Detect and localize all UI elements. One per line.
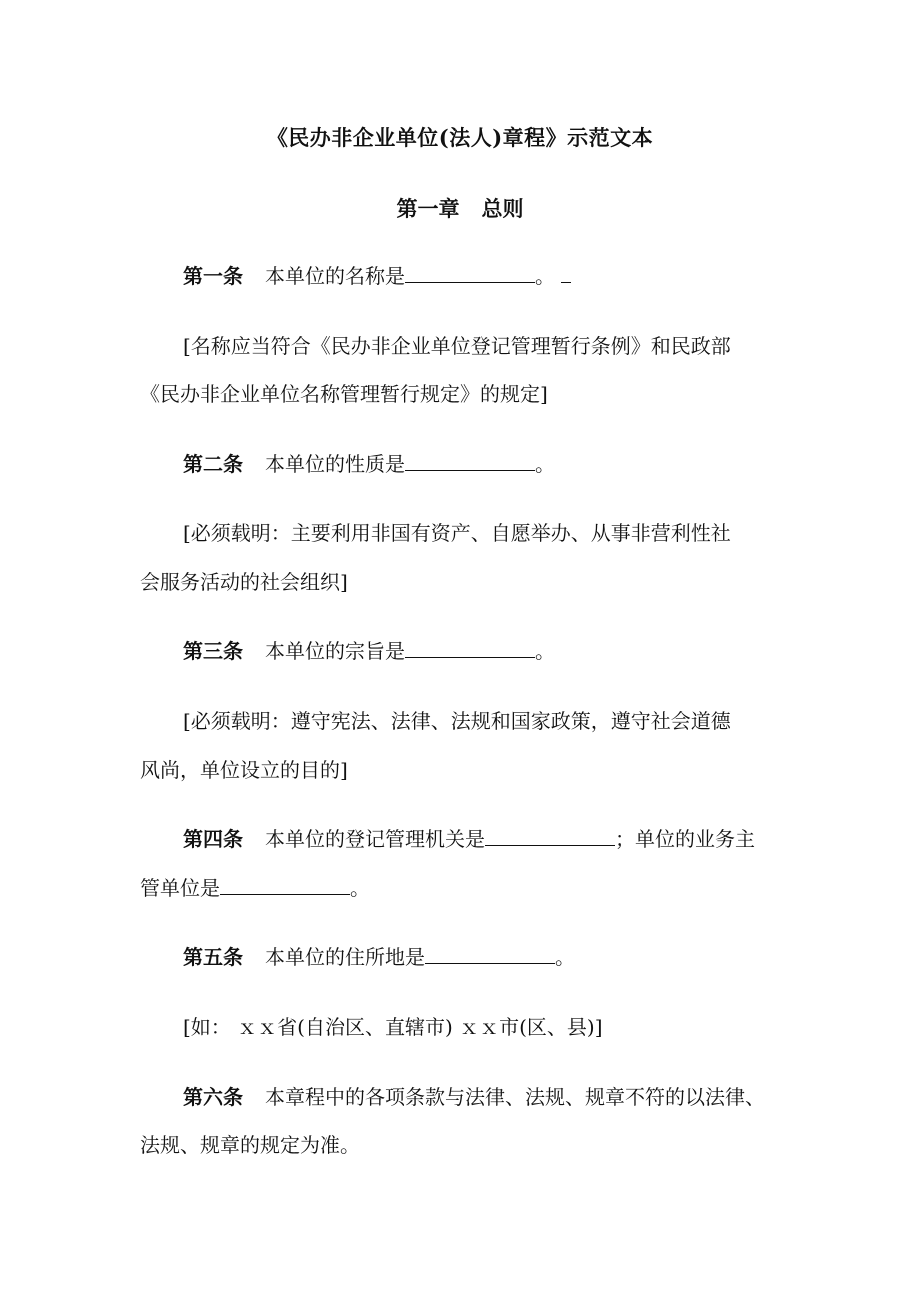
article-4-text-mid: ；单位的业务主 bbox=[615, 827, 755, 851]
article-2-text: 本单位的性质是 bbox=[265, 452, 405, 476]
article-3-label: 第三条 bbox=[183, 639, 243, 663]
article-3-text: 本单位的宗旨是 bbox=[265, 639, 405, 663]
note-3-line-2: 风尚，单位设立的目的] bbox=[140, 758, 348, 782]
article-5-text: 本单位的住所地是 bbox=[265, 945, 425, 969]
article-4-line-2 bbox=[140, 874, 370, 902]
article-3-end: 。 bbox=[535, 639, 555, 663]
note-3-line-1: [必须载明：遵守宪法、法律、法规和国家政策，遵守社会道德 bbox=[183, 709, 731, 733]
article-4-line-1 bbox=[183, 825, 755, 853]
note-5-line-1: [如： ｘｘ省(自治区、直辖市) ｘｘ市(区、县)] bbox=[183, 1015, 603, 1039]
article-4-blank-1 bbox=[485, 825, 615, 846]
article-6-label: 第六条 bbox=[183, 1085, 243, 1109]
article-4-text: 本单位的登记管理机关是 bbox=[265, 827, 485, 851]
article-3-blank bbox=[405, 637, 535, 658]
article-2-blank bbox=[405, 450, 535, 471]
article-1 bbox=[183, 262, 571, 290]
article-1-text: 本单位的名称是 bbox=[265, 264, 405, 288]
article-4-text-line2: 管单位是 bbox=[140, 876, 220, 900]
article-5 bbox=[183, 943, 575, 971]
article-1-label: 第一条 bbox=[183, 264, 243, 288]
article-5-blank bbox=[425, 943, 555, 964]
chapter-name: 总则 bbox=[481, 196, 524, 221]
article-1-end: 。 bbox=[535, 264, 555, 288]
chapter-number: 第一章 bbox=[396, 196, 460, 221]
article-4-label: 第四条 bbox=[183, 827, 243, 851]
article-2-label: 第二条 bbox=[183, 452, 243, 476]
document-title: 《民办非企业单位(法人)章程》示范文本 bbox=[266, 125, 654, 150]
article-6-line-1 bbox=[183, 1083, 765, 1111]
article-1-blank bbox=[405, 262, 535, 283]
article-6-line-2: 法规、规章的规定为准。 bbox=[140, 1133, 360, 1157]
note-1-line-2: 《民办非企业单位名称管理暂行规定》的规定] bbox=[140, 382, 548, 406]
note-2-line-1: [必须载明：主要利用非国有资产、自愿举办、从事非营利性社 bbox=[183, 521, 731, 545]
article-2 bbox=[183, 450, 555, 478]
article-1-trailing-blank bbox=[561, 262, 571, 283]
note-2-line-2: 会服务活动的社会组织] bbox=[140, 570, 348, 594]
chapter-heading bbox=[0, 193, 920, 223]
article-3 bbox=[183, 637, 555, 665]
article-2-end: 。 bbox=[535, 452, 555, 476]
article-4-end: 。 bbox=[350, 876, 370, 900]
article-4-blank-2 bbox=[220, 874, 350, 895]
note-1-line-1: [名称应当符合《民办非企业单位登记管理暂行条例》和民政部 bbox=[183, 334, 731, 358]
article-5-label: 第五条 bbox=[183, 945, 243, 969]
article-5-end: 。 bbox=[555, 945, 575, 969]
article-6-text: 本章程中的各项条款与法律、法规、规章不符的以法律、 bbox=[265, 1085, 765, 1109]
